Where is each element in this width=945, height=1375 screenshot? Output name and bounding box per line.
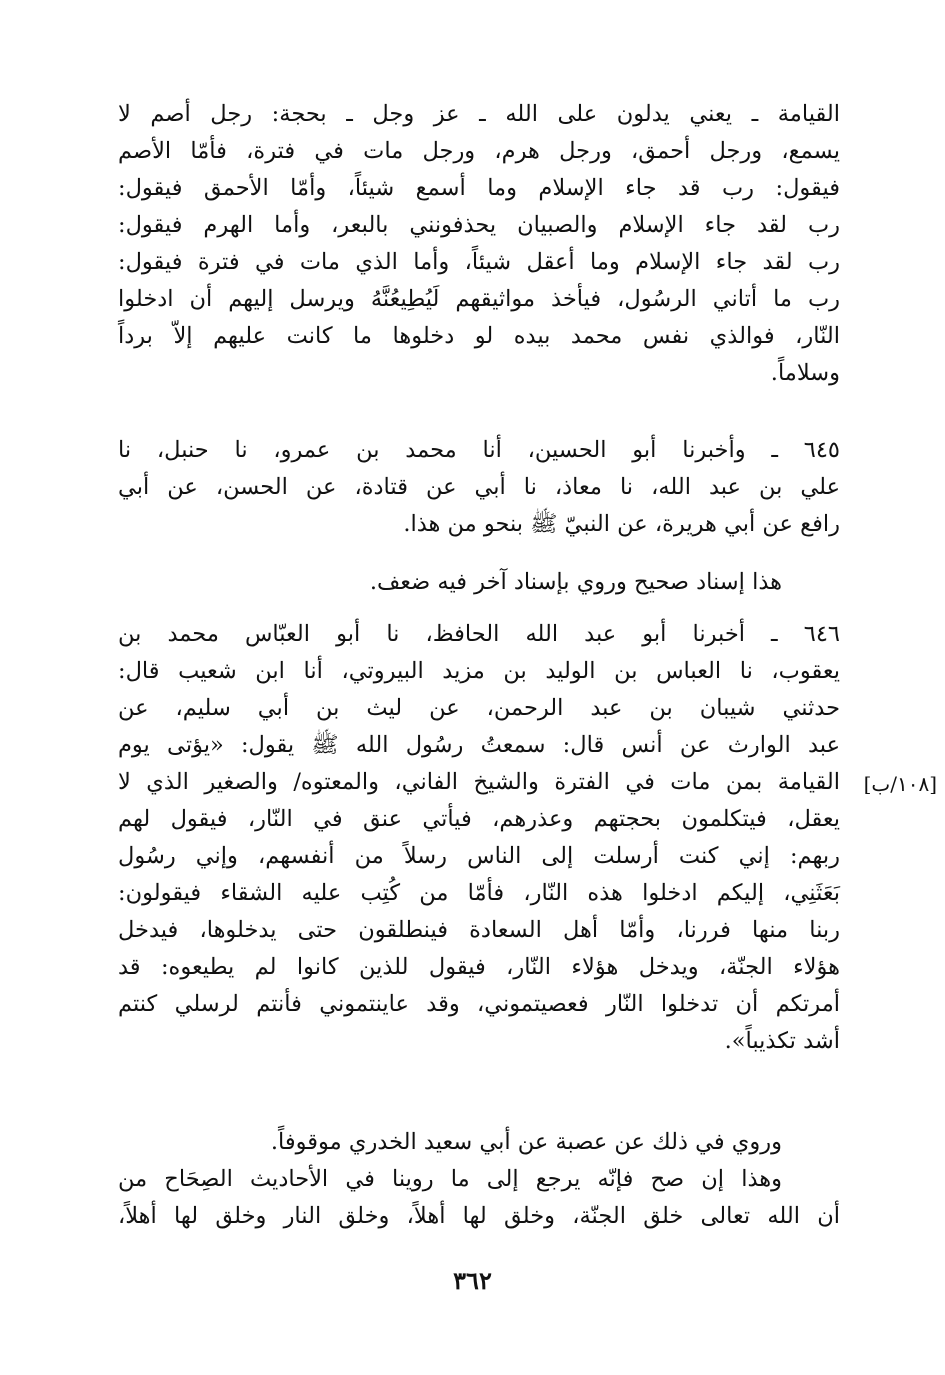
text-line: ربنا منها فررنا، وأمّا أهل السعادة فينطلقون حتى يدخلوها، فيدخل [118,917,840,943]
text-line: وروي في ذلك عن عصبة عن أبي سعيد الخدري موقوفاً. [270,1129,782,1155]
text-line: أن الله تعالى خلق الجنّة، وخلق لها أهلاً، وخلق النار وخلق لها أهلاً، [118,1203,840,1229]
text-line: رب لقد جاء الإسلام وما أعقل شيئاً، وأما الذي مات في فترة فيقول: [118,249,840,275]
main-text [118,96,840,392]
text-line: يسمع، ورجل أحمق، ورجل هرم، ورجل مات في فترة، فأمّا الأصم [118,138,840,164]
text-line: ربهم: إني كنت أرسلت إلى الناس رسلاً من أنفسهم، وإني رسُول [118,843,840,869]
manuscript-folio-note: [١٠٨/ب] [863,772,937,796]
text-line: أشد تكذيباً». [724,1028,840,1054]
text-line: القيامة بمن مات في الفترة والشيخ الفاني، والمعتوه/ والصغير الذي لا [118,769,840,795]
hadith-645 [118,432,840,543]
text-line: ٦٤٦ ـ أخبرنا أبو عبد الله الحافظ، نا أبو العبّاس محمد بن [118,621,840,647]
text-line: فيقول: رب قد جاء الإسلام وما أسمع شيئاً، وأمّا الأحمق فيقول: [118,175,840,201]
text-line: وسلاماً. [770,360,840,386]
isnad-note [118,564,840,601]
text-line: رب لقد جاء الإسلام والصبيان يحذفونني بالبعر، وأما الهرم فيقول: [118,212,840,238]
text-line: يعقوب، نا العباس بن الوليد بن مزيد البيروتي، أنا ابن شعيب قال: [118,658,840,684]
page-number: ٣٦٢ [453,1266,492,1295]
text-line: ٦٤٥ ـ وأخبرنا أبو الحسين، أنا محمد بن عمرو، نا حنبل، نا [118,437,840,463]
text-line: النّار، فوالذي نفس محمد بيده لو دخلوها ما كانت عليهم إلاّ برداً [118,323,840,349]
closing-text [118,1124,840,1235]
hadith-646 [118,616,840,1060]
text-line: علي بن عبد الله، نا معاذ، نا أبي عن قتادة، عن الحسن، عن أبي [118,474,840,500]
text-line: القيامة ـ يعني يدلون على الله ـ عز وجل ـ بحجة: رجل أصم لا [118,101,840,127]
text-line: رب ما أتاني الرسُول، فيأخذ مواثيقهم لَيُطِيعُنَّهُ ويرسل إليهم أن ادخلوا [118,286,840,312]
text-line: وهذا إن صح فإنّه يرجع إلى ما روينا في الأحاديث الصِحَاح من [118,1166,782,1192]
text-line: أمرتكم أن تدخلوا النّار فعصيتموني، وقد عاينتموني فأنتم لرسلي كنتم [118,991,840,1017]
text-line: يعقل، فيتكلمون بحجتهم وعذرهم، فيأتي عنق في النّار، فيقول لهم [118,806,840,832]
text-line: رافع عن أبي هريرة، عن النبيّ ﷺ بنحو من هذا. [403,511,840,537]
text-line: بَعَثَنِي، إليكم ادخلوا هذه النّار، فأمّا من كُتِب عليه الشقاء فيقولون: [118,880,840,906]
text-line: هؤلاء الجنّة، ويدخل هؤلاء النّار، فيقول للذين كانوا لم يطيعوه: قد [118,954,840,980]
text-line: حدثني شيبان بن عبد الرحمن، عن ليث بن أبي سليم، عن [118,695,840,721]
text-line: عبد الوارث عن أنس قال: سمعتُ رسُول الله ﷺ يقول: «يؤتى يوم [118,732,840,758]
text-line: هذا إسناد صحيح وروي بإسناد آخر فيه ضعف. [369,569,782,595]
